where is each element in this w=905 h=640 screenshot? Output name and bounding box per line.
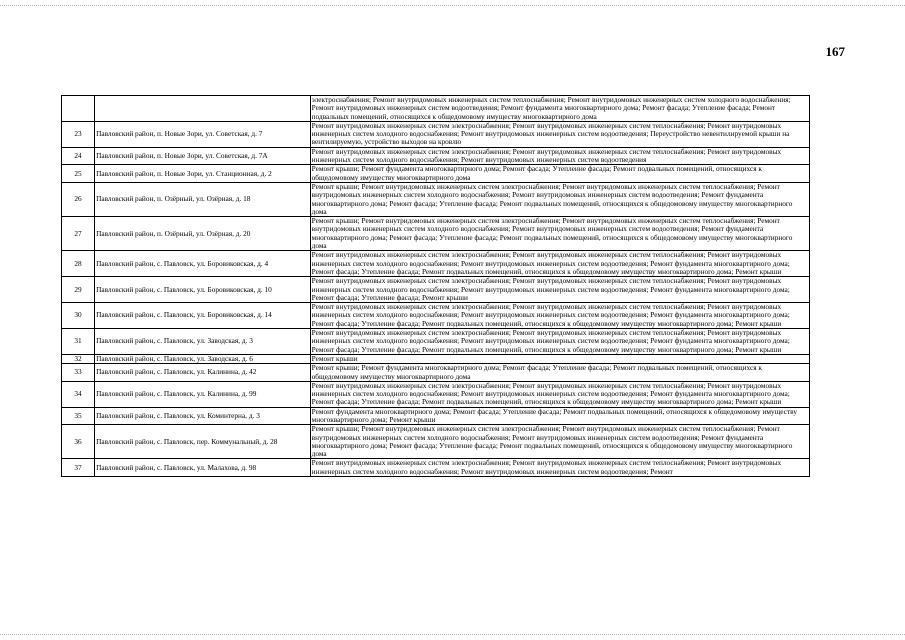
- row-number: 24: [62, 147, 95, 165]
- row-works: Ремонт крыши; Ремонт фундамента многоквартирного дома; Ремонт фасада; Утепление фасада; Ремонт подвальных помещений, относящихся к общедомовому имуществу многоквартирного дома: [310, 364, 809, 382]
- row-number: 36: [62, 425, 95, 459]
- table-row: [62, 217, 810, 251]
- table-row: [62, 364, 810, 382]
- row-number: 25: [62, 165, 95, 183]
- table-row: [62, 354, 810, 363]
- row-works: Ремонт внутридомовых инженерных систем электроснабжения; Ремонт внутридомовых инженерных систем теплоснабжения; Ремонт внутридомовых инженерных систем холодного водоснабжения; Ремонт внутридомовых инженерных систем водоотведения; Ремонт фундамента многоквартирного дома; Ремонт фасада; Утепление фасада; Ремонт крыши: [310, 277, 809, 303]
- table-row: [62, 121, 810, 147]
- table-row: [62, 425, 810, 459]
- row-number: 23: [62, 121, 95, 147]
- table-row: [62, 459, 810, 477]
- row-address: Павловский район, с. Павловск, ул. Заводская, д. 6: [95, 354, 311, 363]
- row-works: Ремонт крыши; Ремонт внутридомовых инженерных систем электроснабжения; Ремонт внутридомовых инженерных систем теплоснабжения; Ремонт внутридомовых инженерных систем холодного водоснабжения; Ремонт внутридомовых инженерных систем водоотведения; Ремонт фундамента многоквартирного дома; Ремонт фасада; Утепление фасада; Ремонт подвальных помещений, относящихся к общедомовому имуществу многоквартирного дома: [310, 217, 809, 251]
- row-number: 28: [62, 251, 95, 277]
- repair-works-table: [61, 95, 810, 477]
- row-address: Павловский район, п. Новые Зори, ул. Советская, д. 7А: [95, 147, 311, 165]
- row-number: 33: [62, 364, 95, 382]
- row-address: Павловский район, п. Озёрный, ул. Озёрная, д. 18: [95, 182, 311, 216]
- row-works: Ремонт крыши; Ремонт внутридомовых инженерных систем электроснабжения; Ремонт внутридомовых инженерных систем теплоснабжения; Ремонт внутридомовых инженерных систем холодного водоснабжения; Ремонт внутридомовых инженерных систем водоотведения; Ремонт фундамента многоквартирного дома; Ремонт фасада; Утепление фасада; Ремонт подвальных помещений, относящихся к общедомовому имуществу многоквартирного дома: [310, 425, 809, 459]
- row-address: Павловский район, п. Новые Зори, ул. Советская, д. 7: [95, 121, 311, 147]
- table-row: [62, 96, 810, 122]
- row-works: Ремонт внутридомовых инженерных систем электроснабжения; Ремонт внутридомовых инженерных систем теплоснабжения; Ремонт внутридомовых инженерных систем холодного водоснабжения; Ремонт внутридомовых инженерных систем водоотведения: [310, 147, 809, 165]
- row-works: электроснабжения; Ремонт внутридомовых инженерных систем теплоснабжения; Ремонт внутридомовых инженерных систем холодного водоснабжения; Ремонт внутридомовых инженерных систем водоотведения; Ремонт фундамента многоквартирного дома; Ремонт фасада; Утепление фасада; Ремонт подвальных помещений, относящихся к общедомовому имуществу многоквартирного дома: [310, 96, 809, 122]
- row-works: Ремонт крыши; Ремонт фундамента многоквартирного дома; Ремонт фасада; Утепление фасада; Ремонт подвальных помещений, относящихся к общедомовому имуществу многоквартирного дома: [310, 165, 809, 183]
- row-address: Павловский район, с. Павловск, ул. Боровиковская, д. 14: [95, 303, 311, 329]
- row-address: Павловский район, с. Павловск, ул. Малахова, д. 98: [95, 459, 311, 477]
- row-number: 29: [62, 277, 95, 303]
- table-row: [62, 147, 810, 165]
- row-address: Павловский район, с. Павловск, ул. Боровиковская, д. 10: [95, 277, 311, 303]
- row-works: Ремонт внутридомовых инженерных систем электроснабжения; Ремонт внутридомовых инженерных систем теплоснабжения; Ремонт внутридомовых инженерных систем холодного водоснабжения; Ремонт внутридомовых инженерных систем водоотведения; Ремонт фундамента многоквартирного дома; Ремонт фасада; Утепление фасада; Ремонт подвальных помещений, относящихся к общедомовому имуществу многоквартирного дома; Ремонт крыши: [310, 329, 809, 355]
- row-works: Ремонт внутридомовых инженерных систем электроснабжения; Ремонт внутридомовых инженерных систем теплоснабжения; Ремонт внутридомовых инженерных систем холодного водоснабжения; Ремонт внутридомовых инженерных систем водоотведения; Ремонт фундамента многоквартирного дома; Ремонт фасада; Утепление фасада; Ремонт подвальных помещений, относящихся к общедомовому имуществу многоквартирного дома; Ремонт крыши: [310, 251, 809, 277]
- table-row: [62, 277, 810, 303]
- table-row: [62, 165, 810, 183]
- table-row: [62, 381, 810, 407]
- row-number: 31: [62, 329, 95, 355]
- row-address: [95, 96, 311, 122]
- row-works: Ремонт крыши; Ремонт внутридомовых инженерных систем электроснабжения; Ремонт внутридомовых инженерных систем теплоснабжения; Ремонт внутридомовых инженерных систем холодного водоснабжения; Ремонт внутридомовых инженерных систем водоотведения; Ремонт фундамента многоквартирного дома; Ремонт фасада; Утепление фасада; Ремонт подвальных помещений, относящихся к общедомовому имуществу многоквартирного дома: [310, 182, 809, 216]
- row-address: Павловский район, с. Павловск, ул. Заводская, д. 3: [95, 329, 311, 355]
- row-works: Ремонт крыши: [310, 354, 809, 363]
- row-number: 26: [62, 182, 95, 216]
- table-row: [62, 303, 810, 329]
- page-number: 167: [825, 44, 845, 59]
- row-address: Павловский район, с. Павловск, ул. Боровиковская, д. 4: [95, 251, 311, 277]
- row-works: Ремонт внутридомовых инженерных систем электроснабжения; Ремонт внутридомовых инженерных систем теплоснабжения; Ремонт внутридомовых инженерных систем холодного водоснабжения; Ремонт внутридомовых инженерных систем водоотведения; Переустройство невентилируемой крыши на вентилируемую, устройство выходов на кровлю: [310, 121, 809, 147]
- row-number: 34: [62, 381, 95, 407]
- row-address: Павловский район, п. Новые Зори, ул. Станционная, д. 2: [95, 165, 311, 183]
- scan-line-bottom: [0, 634, 905, 636]
- row-works: Ремонт внутридомовых инженерных систем электроснабжения; Ремонт внутридомовых инженерных систем теплоснабжения; Ремонт внутридомовых инженерных систем холодного водоснабжения; Ремонт внутридомовых инженерных систем водоотведения; Ремонт фундамента многоквартирного дома; Ремонт фасада; Утепление фасада; Ремонт подвальных помещений, относящихся к общедомовому имуществу многоквартирного дома; Ремонт крыши: [310, 303, 809, 329]
- scan-line-top: [0, 5, 905, 7]
- row-number: 35: [62, 407, 95, 425]
- row-number: 32: [62, 354, 95, 363]
- row-number: 27: [62, 217, 95, 251]
- table-row: [62, 407, 810, 425]
- table-body: [62, 96, 810, 477]
- row-address: Павловский район, с. Павловск, ул. Калинина, д. 42: [95, 364, 311, 382]
- row-works: Ремонт внутридомовых инженерных систем электроснабжения; Ремонт внутридомовых инженерных систем теплоснабжения; Ремонт внутридомовых инженерных систем холодного водоснабжения; Ремонт внутридомовых инженерных систем водоотведения; Ремонт: [310, 459, 809, 477]
- table-row: [62, 251, 810, 277]
- row-number: [62, 96, 95, 122]
- row-address: Павловский район, п. Озёрный, ул. Озёрная, д. 20: [95, 217, 311, 251]
- row-works: Ремонт фундамента многоквартирного дома; Ремонт фасада; Утепление фасада; Ремонт подвальных помещений, относящихся к общедомовому имуществу многоквартирного дома; Ремонт крыши: [310, 407, 809, 425]
- table-row: [62, 182, 810, 216]
- row-address: Павловский район, с. Павловск, ул. Коминтерна, д. 3: [95, 407, 311, 425]
- table-row: [62, 329, 810, 355]
- row-address: Павловский район, с. Павловск, ул. Калинина, д. 99: [95, 381, 311, 407]
- row-number: 30: [62, 303, 95, 329]
- row-number: 37: [62, 459, 95, 477]
- row-address: Павловский район, с. Павловск, пер. Коммунальный, д. 28: [95, 425, 311, 459]
- row-works: Ремонт внутридомовых инженерных систем электроснабжения; Ремонт внутридомовых инженерных систем теплоснабжения; Ремонт внутридомовых инженерных систем холодного водоснабжения; Ремонт внутридомовых инженерных систем водоотведения; Ремонт фундамента многоквартирного дома; Ремонт фасада; Утепление фасада; Ремонт подвальных помещений, относящихся к общедомовому имуществу многоквартирного дома; Ремонт крыши: [310, 381, 809, 407]
